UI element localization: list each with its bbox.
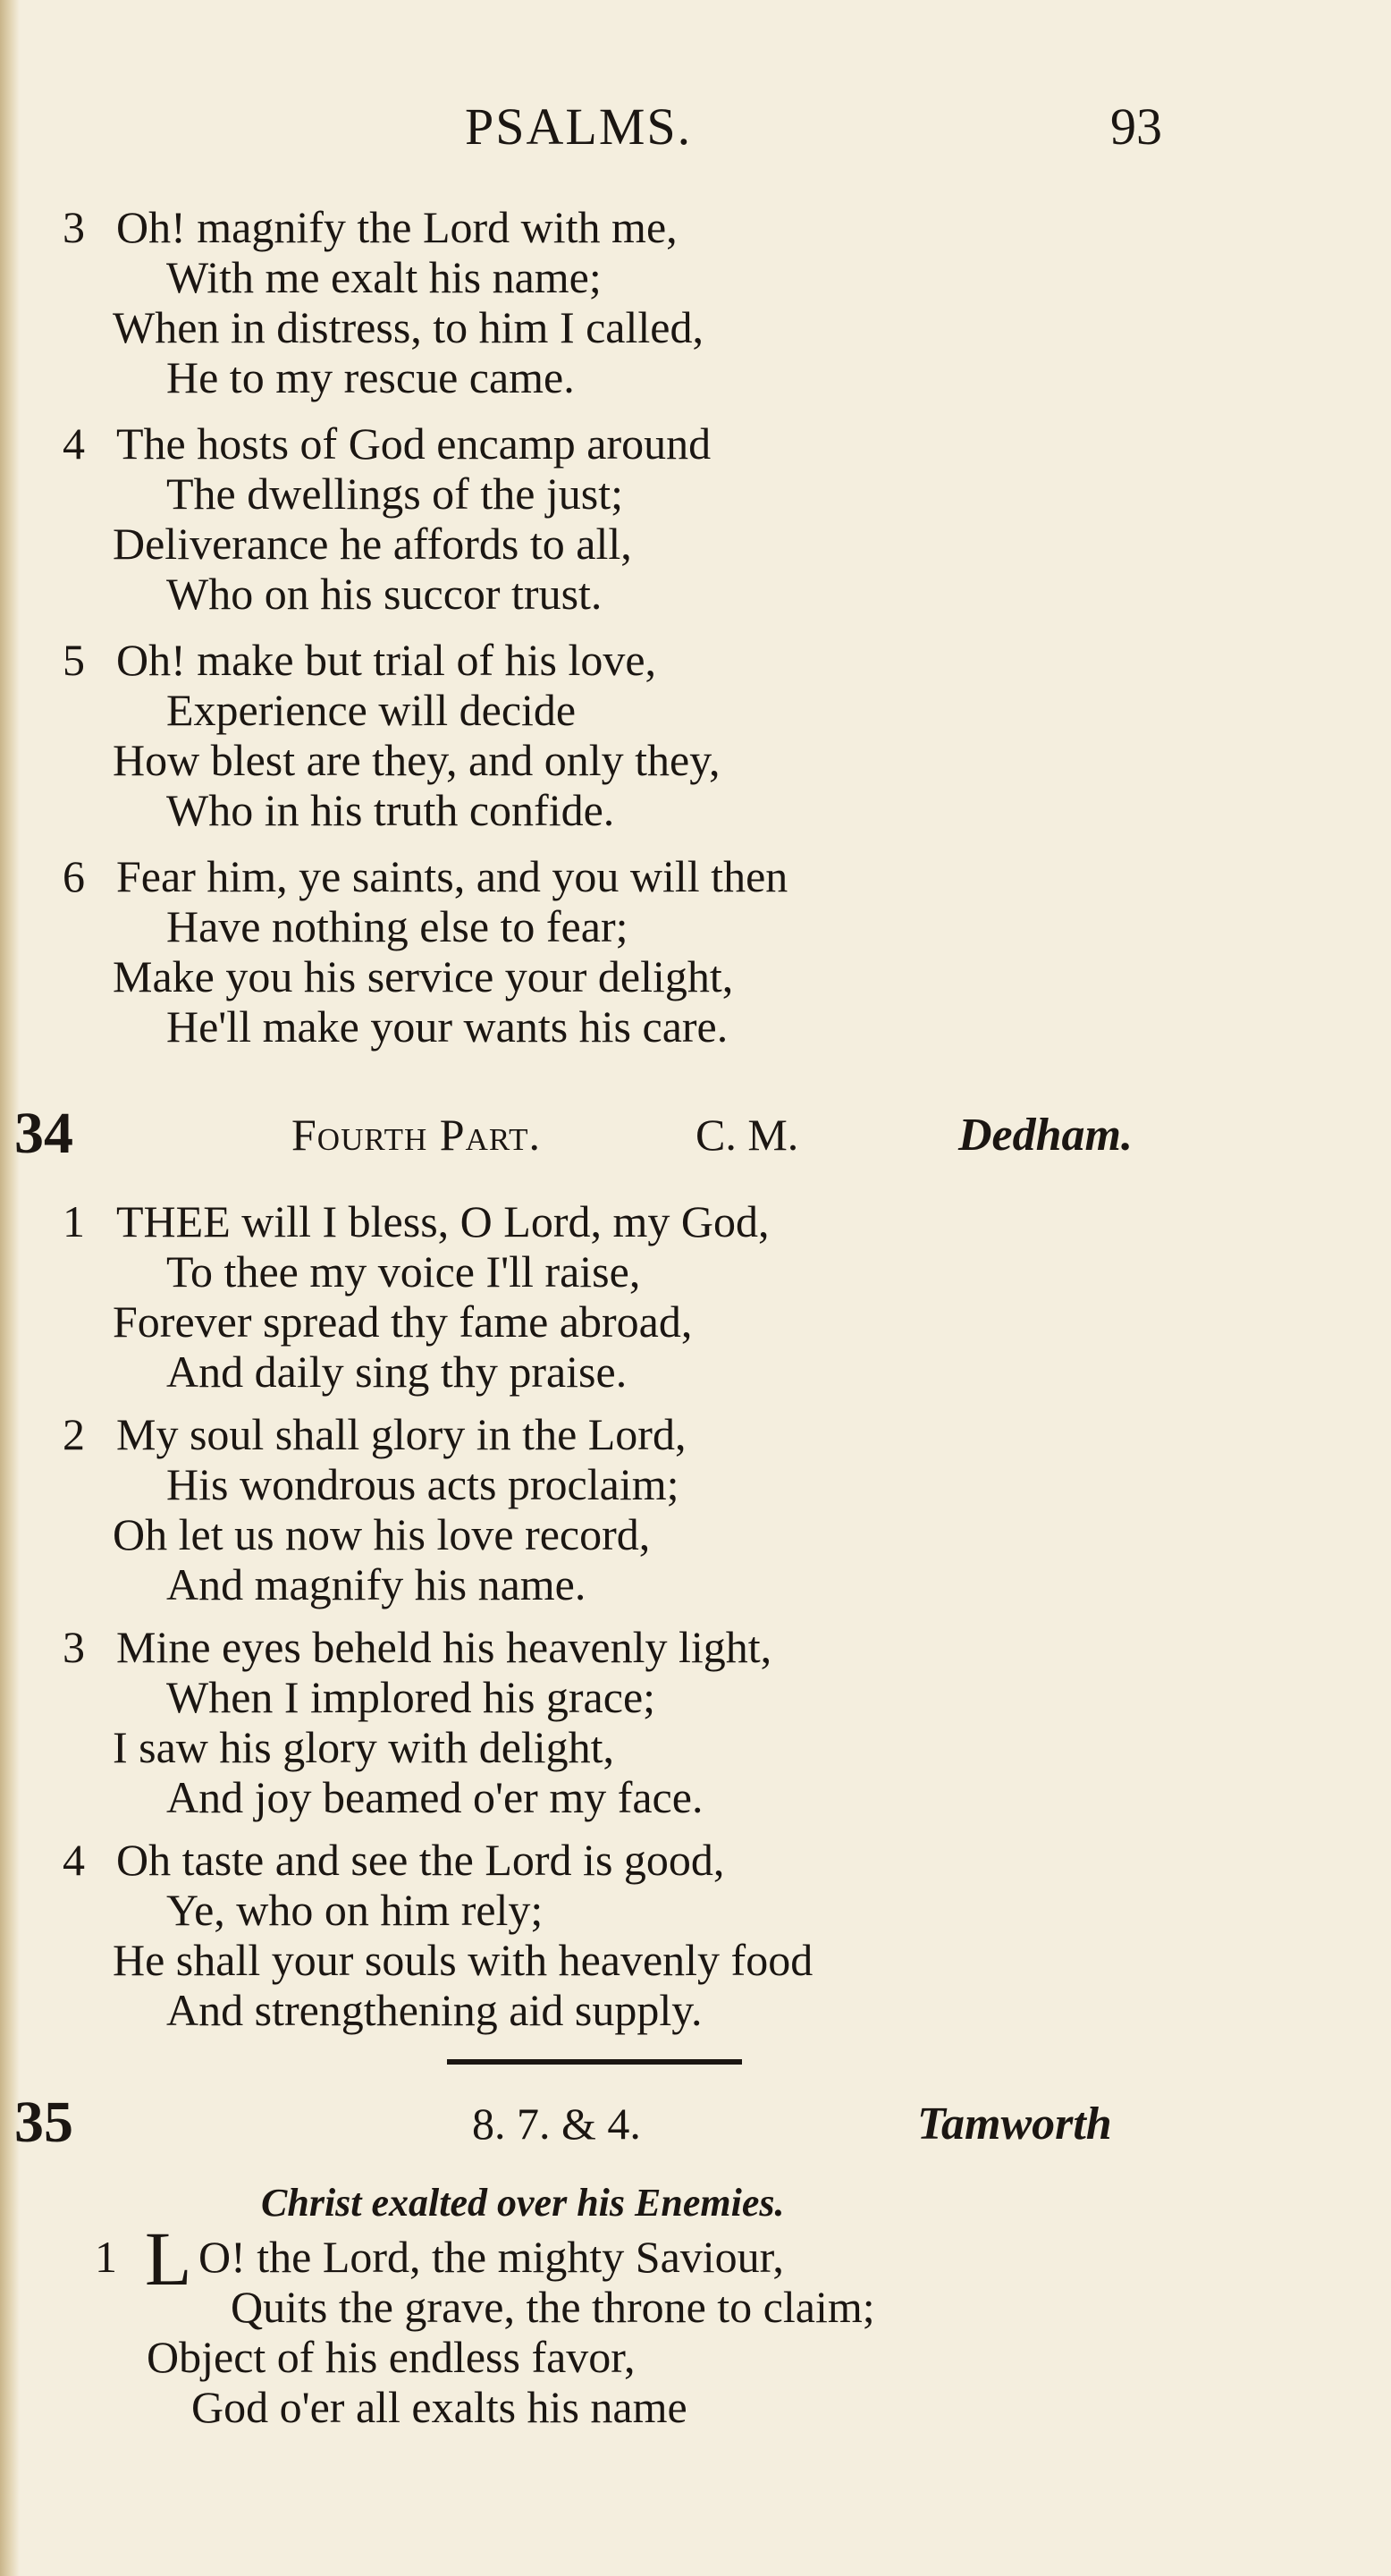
verse-line: THEE will I bless, O Lord, my God, <box>116 1196 770 1246</box>
verse-line: Who in his truth confide. <box>166 785 615 835</box>
tune-name: Dedham. <box>958 1110 1133 1161</box>
stanza-number: 1 <box>63 1196 85 1246</box>
verse-line: Oh! make but trial of his love, <box>116 635 657 685</box>
verse-line: And joy beamed o'er my face. <box>166 1772 704 1822</box>
verse-line: God o'er all exalts his name <box>191 2382 687 2432</box>
verse-line: Oh let us now his love record, <box>113 1509 651 1559</box>
verse-line: Who on his succor trust. <box>166 569 603 619</box>
verse-line: Object of his endless favor, <box>147 2332 636 2382</box>
stanza-number: 2 <box>63 1409 85 1459</box>
verse-line: Experience will decide <box>166 685 577 735</box>
verse-line: He shall your souls with heavenly food <box>113 1935 814 1985</box>
page-number: 93 <box>1110 97 1162 156</box>
stanza-number: 3 <box>63 202 85 252</box>
verse-line: And magnify his name. <box>166 1559 586 1609</box>
stanza-number: 4 <box>63 1835 85 1885</box>
hymn-part: Fourth Part. <box>291 1110 541 1160</box>
verse-line: I saw his glory with delight, <box>113 1722 615 1772</box>
hymn-meter: 8. 7. & 4. <box>472 2099 641 2149</box>
running-title: PSALMS. <box>465 97 693 156</box>
verse-line: Deliverance he affords to all, <box>113 519 632 569</box>
verse-line: Oh! magnify the Lord with me, <box>116 202 678 252</box>
verse-line: The hosts of God encamp around <box>116 418 712 469</box>
verse-line: He'll make your wants his care. <box>166 1001 729 1052</box>
hymn-subtitle: Christ exalted over his Enemies. <box>261 2181 785 2225</box>
hymn-35-heading <box>0 2089 1391 2160</box>
verse-line: His wondrous acts proclaim; <box>166 1459 679 1509</box>
verse-line: Forever spread thy fame abroad, <box>113 1296 693 1347</box>
verse-line: O! the Lord, the mighty Saviour, <box>198 2232 784 2282</box>
stanza-number: 4 <box>63 418 85 469</box>
verse-line: When I implored his grace; <box>166 1672 656 1722</box>
stanza-number: 3 <box>63 1622 85 1672</box>
stanza-number: 1 <box>95 2232 117 2282</box>
verse-line: Quits the grave, the throne to claim; <box>231 2282 875 2332</box>
hymn-meter: C. M. <box>696 1110 799 1160</box>
stanza-number: 5 <box>63 635 85 685</box>
verse-line: The dwellings of the just; <box>166 469 624 519</box>
hymn-number: 35 <box>14 2090 73 2155</box>
verse-line: My soul shall glory in the Lord, <box>116 1409 687 1459</box>
section-divider <box>447 2059 742 2065</box>
verse-line: Fear him, ye saints, and you will then <box>116 851 788 901</box>
verse-line: Ye, who on him rely; <box>166 1885 544 1935</box>
verse-line: Oh taste and see the Lord is good, <box>116 1835 725 1885</box>
verse-line: To thee my voice I'll raise, <box>166 1246 641 1296</box>
verse-line: And daily sing thy praise. <box>166 1347 628 1397</box>
verse-line: How blest are they, and only they, <box>113 735 721 785</box>
verse-line: He to my rescue came. <box>166 352 575 402</box>
drop-cap: L <box>145 2216 192 2302</box>
verse-line: Have nothing else to fear; <box>166 901 628 951</box>
verse-line: Make you his service your delight, <box>113 951 734 1001</box>
hymn-number: 34 <box>14 1101 73 1166</box>
verse-line: And strengthening aid supply. <box>166 1985 703 2035</box>
verse-line: When in distress, to him I called, <box>113 302 704 352</box>
verse-line: With me exalt his name; <box>166 252 602 302</box>
tune-name: Tamworth <box>917 2099 1112 2149</box>
stanza-number: 6 <box>63 851 85 901</box>
hymn-34-heading <box>0 1100 1391 1171</box>
verse-line: Mine eyes beheld his heavenly light, <box>116 1622 772 1672</box>
running-head <box>0 97 1391 159</box>
